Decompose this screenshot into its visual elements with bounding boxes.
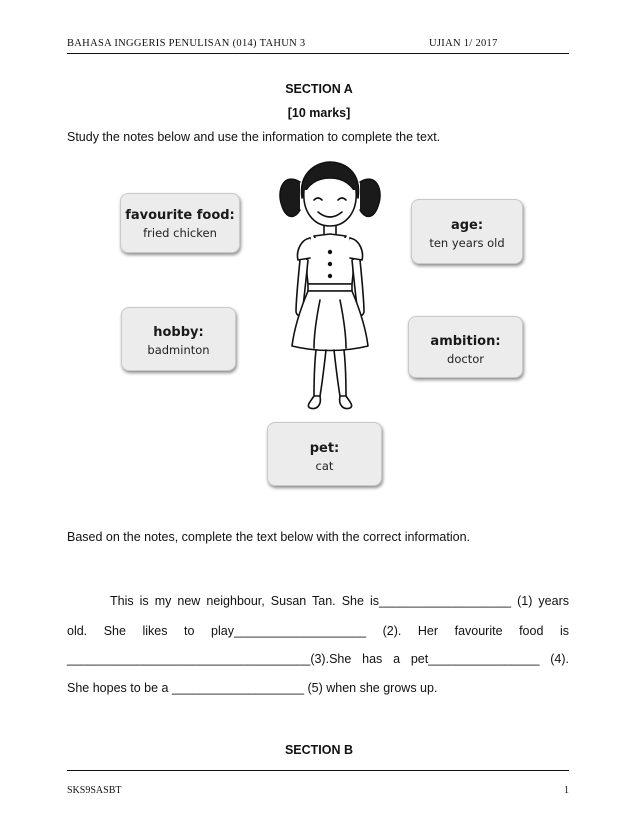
card-ambition-value: doctor	[447, 352, 484, 366]
card-hobby-value: badminton	[147, 343, 210, 357]
header-subject: BAHASA INGGERIS PENULISAN (014) TAHUN 3	[67, 38, 306, 49]
passage-line-4: She hopes to be a ___________________ (5) when she grows up.	[67, 681, 438, 695]
girl-illustration	[270, 160, 390, 415]
card-favourite-food	[120, 193, 240, 253]
card-pet-value: cat	[315, 459, 334, 473]
passage-line-1: This is my new neighbour, Susan Tan. She is___________________ (1) years	[110, 594, 569, 608]
footer-code: SKS9SASBT	[67, 785, 122, 796]
card-food-value: fried chicken	[143, 226, 217, 240]
page-number: 1	[564, 785, 569, 796]
card-ambition	[408, 316, 523, 378]
section-b-title: SECTION B	[284, 743, 354, 757]
passage-line-2: old. She likes to play___________________ (2). Her favourite food is	[67, 624, 569, 638]
card-ambition-label: ambition:	[430, 334, 501, 349]
card-pet	[267, 422, 382, 486]
card-hobby-label: hobby:	[153, 325, 204, 340]
passage-instruction: Based on the notes, complete the text below with the correct information.	[67, 530, 470, 544]
card-age-value: ten years old	[429, 236, 505, 250]
section-a-instruction: Study the notes below and use the information to complete the text.	[67, 130, 441, 144]
page-footer	[67, 770, 569, 796]
card-hobby	[121, 307, 236, 371]
header-exam: UJIAN 1/ 2017	[429, 38, 498, 49]
card-age	[411, 199, 523, 264]
section-a-title: SECTION A	[285, 82, 353, 96]
card-age-label: age:	[450, 218, 484, 233]
card-food-label: favourite food:	[125, 208, 235, 223]
card-pet-label: pet:	[309, 441, 340, 456]
section-a-marks: [10 marks]	[287, 106, 351, 120]
page-header	[67, 37, 569, 54]
passage-line-3: ___________________________________(3).She has a pet________________ (4).	[67, 652, 569, 666]
